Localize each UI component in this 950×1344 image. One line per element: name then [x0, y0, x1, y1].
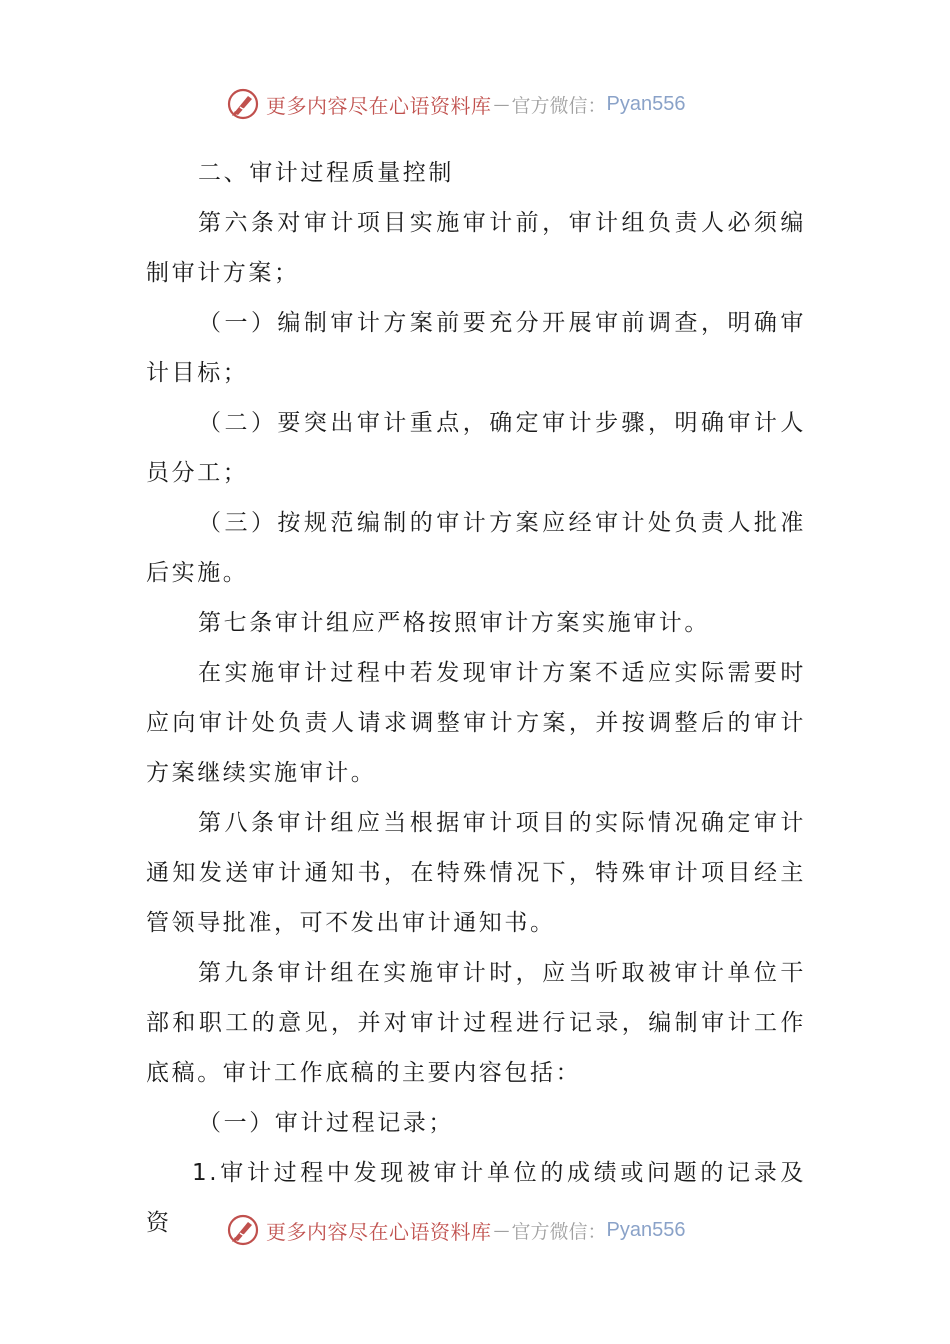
document-body — [146, 148, 806, 1248]
footer-banner-dash: — — [493, 1220, 510, 1240]
article-eight: 第八条审计组应当根据审计项目的实际情况确定审计通知发送审计通知书，在特殊情况下，特殊审计项目经主管领导批准，可不发出审计通知书。 — [146, 810, 806, 936]
article-nine-item-1-point-1: 1.审计过程中发现被审计单位的成绩或问题的记录及资 — [146, 1160, 806, 1236]
pen-logo-icon — [226, 1213, 260, 1247]
header-banner-dash: — — [493, 94, 510, 114]
article-six-item-1: （一）编制审计方案前要充分开展审前调查，明确审计目标； — [146, 310, 806, 386]
footer-banner-wechat-id: Pyan556 — [606, 1218, 686, 1241]
pen-logo-icon — [226, 87, 260, 121]
article-six-item-2: （二）要突出审计重点，确定审计步骤，明确审计人员分工； — [146, 410, 806, 486]
header-banner-wechat-label: 官方微信： — [511, 94, 607, 117]
header-banner — [226, 84, 746, 124]
footer-banner — [226, 1210, 746, 1250]
header-banner-wechat-id: Pyan556 — [606, 92, 686, 115]
article-seven: 第七条审计组应严格按照审计方案实施审计。 — [198, 610, 710, 636]
footer-banner-wechat-label: 官方微信： — [511, 1220, 607, 1243]
article-nine-item-1: （一）审计过程记录； — [198, 1110, 454, 1136]
section-heading: 二、审计过程质量控制 — [198, 160, 454, 186]
article-six: 第六条对审计项目实施审计前，审计组负责人必须编制审计方案； — [146, 210, 806, 286]
header-banner-text: 更多内容尽在心语资料库 — [266, 93, 492, 118]
article-six-item-3: （三）按规范编制的审计方案应经审计处负责人批准后实施。 — [146, 510, 806, 586]
article-nine: 第九条审计组在实施审计时，应当听取被审计单位干部和职工的意见，并对审计过程进行记录，编制审计工作底稿。审计工作底稿的主要内容包括： — [146, 960, 806, 1086]
article-seven-adjustment: 在实施审计过程中若发现审计方案不适应实际需要时应向审计处负责人请求调整审计方案，并按调整后的审计方案继续实施审计。 — [146, 660, 806, 786]
footer-banner-text: 更多内容尽在心语资料库 — [266, 1219, 492, 1244]
